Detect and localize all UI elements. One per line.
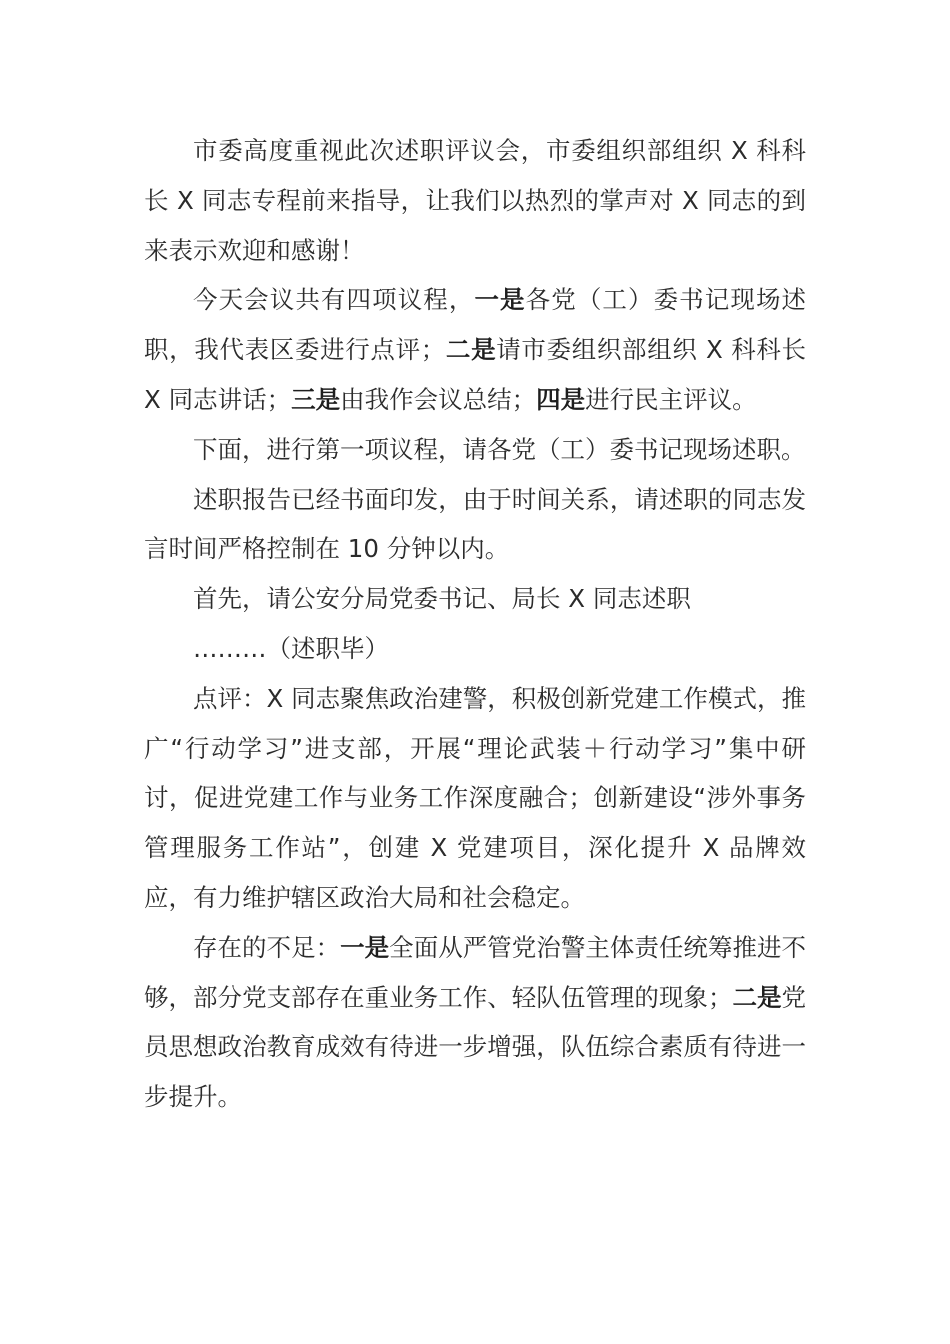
paragraph-time-limit (144, 475, 806, 575)
paragraph-text: 全面从严管党治警主体责任统筹推进不够，部分党支部存在重业务工作、轻队伍管理的现象； (144, 932, 807, 1012)
document-body (144, 126, 806, 1122)
paragraph-text: 进行民主评议。 (585, 384, 757, 414)
paragraph-text: 请市委组织部组织 X 科科长 X 同志讲话； (144, 335, 807, 414)
paragraph-text: 点评：X 同志聚焦政治建警，积极创新党建工作模式，推广“行动学习”进支部，开展“理论武装＋行动学习”集中研讨，促进党建工作与业务工作深度融合；创新建设“涉外事务管理服务工作站”，创建 X 党建项目，深化提升 X 品牌效应，有力维护辖区政治大局和社会稳定。 (144, 683, 806, 912)
paragraph-welcome (144, 126, 806, 275)
paragraph-text: 首先，请公安分局党委书记、局长 X 同志述职 (193, 584, 691, 614)
bold-ordinal: 四是 (536, 384, 586, 414)
paragraph-text: 存在的不足： (193, 932, 341, 962)
paragraph-text: 由我作会议总结； (340, 384, 537, 414)
bold-ordinal: 一是 (340, 932, 390, 962)
paragraph-text: 今天会议共有四项议程， (193, 285, 475, 315)
paragraph-text: ………（述职毕） (193, 633, 389, 663)
bold-ordinal: 二是 (732, 982, 782, 1012)
paragraph-shortcomings (144, 923, 806, 1122)
bold-ordinal: 一是 (474, 285, 526, 315)
paragraph-speech-end (144, 624, 806, 674)
paragraph-text: 党员思想政治教育成效有待进一步增强，队伍综合素质有待进一步提升。 (144, 982, 807, 1112)
bold-ordinal: 三是 (291, 384, 341, 414)
paragraph-first-item (144, 425, 806, 475)
paragraph-agenda (144, 275, 806, 424)
paragraph-first-speaker (144, 574, 806, 624)
paragraph-comment (144, 674, 806, 923)
paragraph-text: 下面，进行第一项议程，请各党（工）委书记现场述职。 (193, 434, 806, 464)
paragraph-text: 述职报告已经书面印发，由于时间关系，请述职的同志发言时间严格控制在 10 分钟以内。 (144, 484, 806, 564)
paragraph-text: 市委高度重视此次述职评议会，市委组织部组织 X 科科长 X 同志专程前来指导，让我们以热烈的掌声对 X 同志的到来表示欢迎和感谢！ (144, 136, 806, 265)
bold-ordinal: 二是 (445, 335, 497, 365)
paragraph-text: 各党（工）委书记现场述职，我代表区委进行点评； (144, 285, 807, 365)
